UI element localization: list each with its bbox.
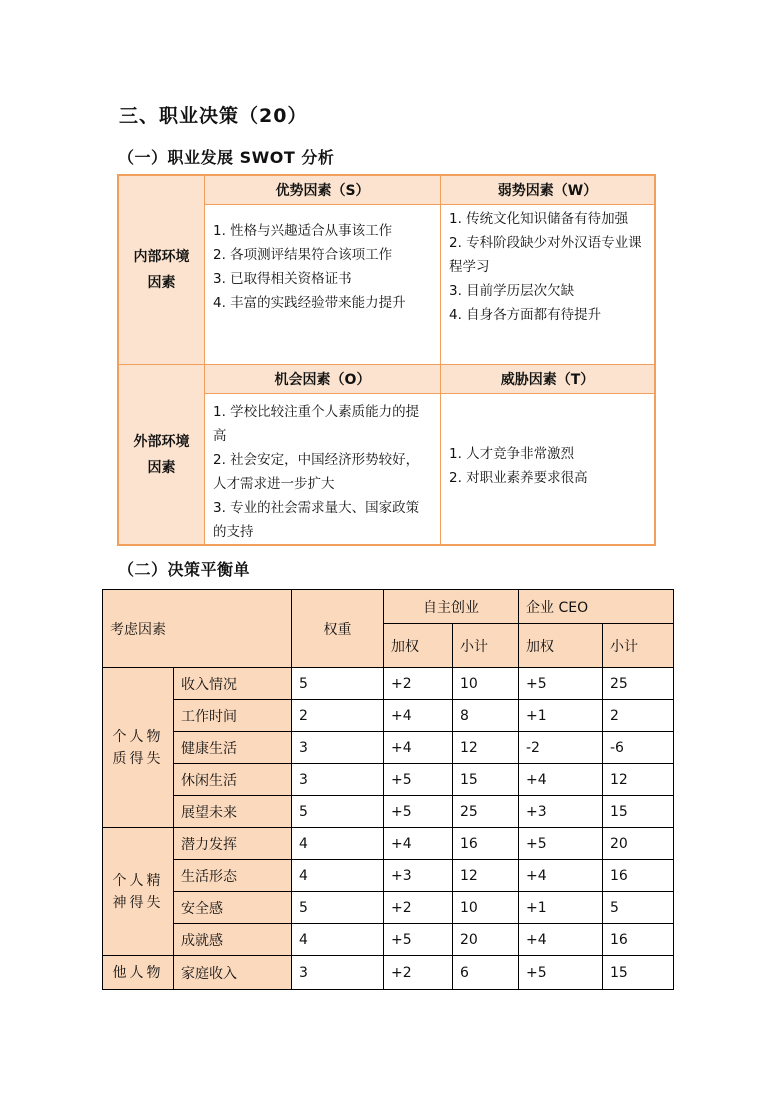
internal-factors-label [119,176,205,365]
group-label: 个人物质得失 [103,668,174,828]
table-row [103,796,674,828]
decision-title: （二）决策平衡单 [118,560,251,579]
table-row [103,732,674,764]
option-a-subtotal: 12 [453,732,519,764]
factor-item: 展望未来 [174,796,292,828]
option-a-header: 自主创业 [384,590,519,624]
opportunities-header: 机会因素（O） [205,365,441,394]
option-a-weighted: +3 [384,860,453,892]
strengths-list [205,205,441,365]
list-item: 2. 专科阶段缺少对外汉语专业课程学习 [449,235,642,275]
external-label-text: 外部环境因素 [133,433,190,476]
option-b-subtotal: 15 [603,796,674,828]
option-a-subtotal: 10 [453,892,519,924]
option-a-weighted: +5 [384,796,453,828]
option-a-subtotal: 6 [453,956,519,990]
weight-header: 权重 [292,590,384,668]
table-row [103,764,674,796]
option-a-weighted: +2 [384,956,453,990]
factor-item: 成就感 [174,924,292,956]
list-item: 1. 性格与兴趣适合从事该工作 [213,223,393,239]
opportunities-list [205,394,441,544]
option-b-subtotal: 12 [603,764,674,796]
option-a-subtotal: 20 [453,924,519,956]
weight-cell: 4 [292,828,384,860]
option-b-weighted-header: 加权 [519,624,603,668]
option-b-weighted: +1 [519,892,603,924]
weight-cell: 5 [292,796,384,828]
decision-balance-table [102,589,674,990]
weight-cell: 3 [292,764,384,796]
option-b-weighted: +5 [519,828,603,860]
group-label: 个人精神得失 [103,828,174,956]
option-a-weighted: +5 [384,764,453,796]
option-a-weighted: +5 [384,924,453,956]
option-b-subtotal: 5 [603,892,674,924]
factor-item: 家庭收入 [174,956,292,990]
list-item: 3. 已取得相关资格证书 [213,271,352,287]
list-item: 2. 对职业素养要求很高 [449,470,588,486]
option-b-weighted: +4 [519,764,603,796]
option-b-subtotal: 16 [603,924,674,956]
section-title: 三、职业决策（20） [119,105,308,127]
internal-label-text: 内部环境因素 [133,249,190,291]
option-a-weighted: +2 [384,892,453,924]
option-a-subtotal: 15 [453,764,519,796]
factor-item: 安全感 [174,892,292,924]
option-b-subtotal: -6 [603,732,674,764]
option-b-weighted: +1 [519,700,603,732]
weight-cell: 3 [292,956,384,990]
table-row [103,924,674,956]
option-b-subtotal: 2 [603,700,674,732]
option-b-subtotal: 20 [603,828,674,860]
option-a-weighted-header: 加权 [384,624,453,668]
weight-cell: 2 [292,700,384,732]
option-b-weighted: +5 [519,956,603,990]
option-a-subtotal: 25 [453,796,519,828]
option-b-subtotal: 15 [603,956,674,990]
option-b-weighted: -2 [519,732,603,764]
group-label: 他人物 [103,956,174,990]
option-b-subtotal: 16 [603,860,674,892]
weight-cell: 4 [292,860,384,892]
list-item: 2. 社会安定，中国经济形势较好，人才需求进一步扩大 [213,452,420,492]
option-a-weighted: +4 [384,828,453,860]
table-row [103,956,674,990]
threats-list [441,394,654,544]
option-a-subtotal: 10 [453,668,519,700]
external-factors-label [119,365,205,544]
weight-cell: 3 [292,732,384,764]
option-a-subtotal: 12 [453,860,519,892]
option-a-subtotal-header: 小计 [453,624,519,668]
option-b-weighted: +5 [519,668,603,700]
factor-item: 休闲生活 [174,764,292,796]
factor-header: 考虑因素 [103,590,292,668]
strengths-header: 优势因素（S） [205,176,441,205]
list-item: 2. 各项测评结果符合该项工作 [213,247,393,263]
list-item: 1. 传统文化知识储备有待加强 [449,211,629,227]
factor-item: 工作时间 [174,700,292,732]
list-item: 4. 自身各方面都有待提升 [449,307,602,323]
swot-title: （一）职业发展 SWOT 分析 [118,148,335,167]
list-item: 1. 人才竞争非常激烈 [449,446,575,462]
weight-cell: 5 [292,668,384,700]
threats-header: 威胁因素（T） [441,365,654,394]
factor-item: 收入情况 [174,668,292,700]
swot-table [117,174,656,546]
list-item: 3. 目前学历层次欠缺 [449,283,575,299]
table-row [103,892,674,924]
weaknesses-list [441,205,654,365]
list-item: 3. 专业的社会需求量大、国家政策的支持 [213,500,420,540]
option-a-weighted: +2 [384,668,453,700]
list-item: 1. 学校比较注重个人素质能力的提高 [213,404,420,444]
option-b-subtotal: 25 [603,668,674,700]
table-row [103,700,674,732]
factor-item: 健康生活 [174,732,292,764]
weaknesses-header: 弱势因素（W） [441,176,654,205]
table-row [103,860,674,892]
option-b-weighted: +4 [519,924,603,956]
table-row [103,828,674,860]
weight-cell: 4 [292,924,384,956]
option-a-subtotal: 8 [453,700,519,732]
option-b-weighted: +3 [519,796,603,828]
factor-item: 潜力发挥 [174,828,292,860]
table-row [103,668,674,700]
option-a-weighted: +4 [384,700,453,732]
option-a-weighted: +4 [384,732,453,764]
option-b-weighted: +4 [519,860,603,892]
option-b-header: 企业 CEO [519,590,674,624]
factor-item: 生活形态 [174,860,292,892]
option-b-subtotal-header: 小计 [603,624,674,668]
list-item: 4. 丰富的实践经验带来能力提升 [213,295,406,311]
weight-cell: 5 [292,892,384,924]
option-a-subtotal: 16 [453,828,519,860]
